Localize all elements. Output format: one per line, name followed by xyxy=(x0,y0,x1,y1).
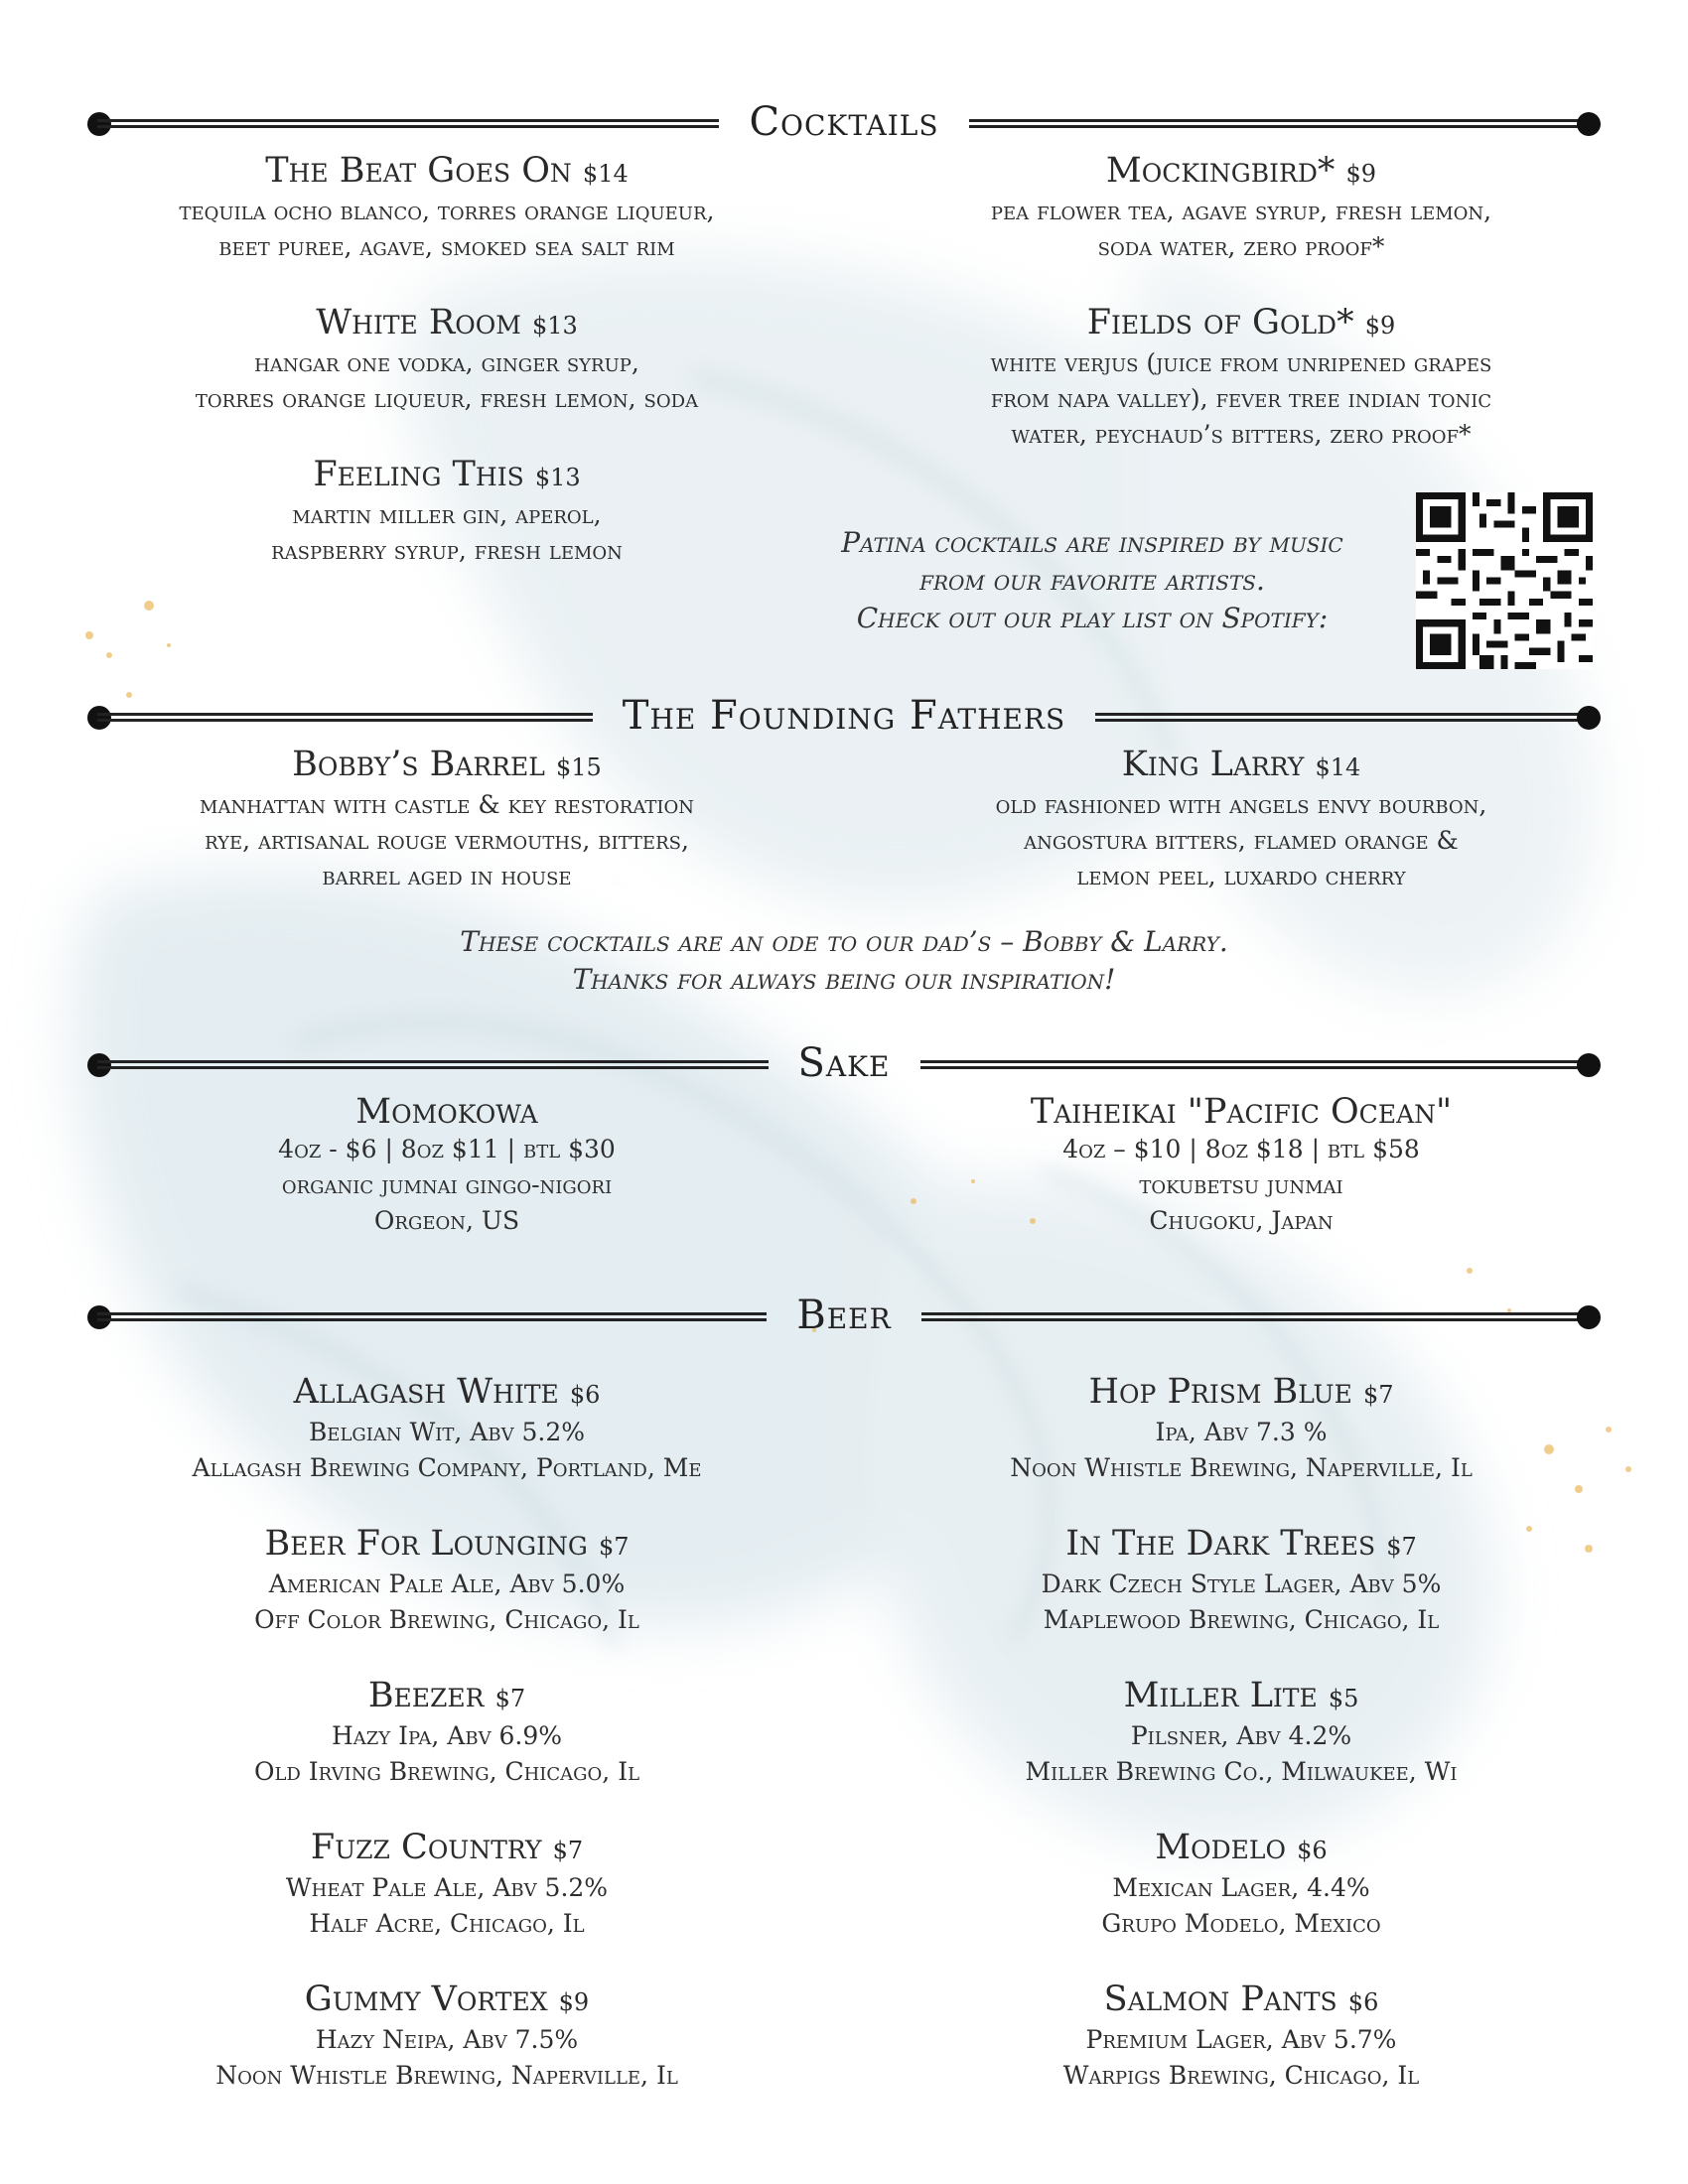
item-name: The Beat Goes On xyxy=(265,151,572,191)
item-desc: water, peychaud’s bitters, zero proof* xyxy=(1011,420,1472,449)
item-price: $9 xyxy=(558,1988,590,2016)
item-desc: torres orange liqueur, fresh lemon, soda xyxy=(195,384,699,413)
item-desc: raspberry syrup, fresh lemon xyxy=(271,536,623,565)
item-desc: 4oz – $10 | 8oz $18 | btl $58 xyxy=(1062,1135,1420,1163)
item-desc: Allagash Brewing Company, Portland, Me xyxy=(192,1453,702,1482)
item-price: $15 xyxy=(556,753,602,781)
item-desc: Miller Brewing Co., Milwaukee, Wi xyxy=(1025,1757,1458,1786)
menu-item xyxy=(79,1092,814,1239)
item-price: $7 xyxy=(1386,1533,1417,1561)
cocktails-divider xyxy=(87,99,1601,147)
divider-title-text: Sake xyxy=(797,1040,891,1086)
item-name: Beer For Lounging xyxy=(264,1524,588,1564)
item-price: $6 xyxy=(569,1381,601,1409)
item-desc: Belgian Wit, Abv 5.2% xyxy=(308,1418,586,1446)
item-name: Gummy Vortex xyxy=(304,1979,548,2019)
founding-fathers-divider xyxy=(87,693,1601,741)
note-line: Patina cocktails are inspired by music xyxy=(841,526,1343,559)
item-price: $7 xyxy=(598,1533,630,1561)
item-name: Fields of Gold* xyxy=(1086,303,1354,342)
menu-item xyxy=(874,1676,1609,1790)
divider-line xyxy=(969,119,1591,128)
item-desc: lemon peel, luxardo cherry xyxy=(1076,862,1406,890)
cocktails-right-column xyxy=(874,151,1609,490)
item-name: Salmon Pants xyxy=(1103,1979,1337,2019)
item-name: Beezer xyxy=(367,1676,485,1715)
menu-item xyxy=(79,1524,814,1638)
divider-dot xyxy=(1577,706,1601,730)
item-desc: organic jumnai gingo-nigori xyxy=(281,1170,613,1199)
note-line: These cocktails are an ode to our dad’s – Bobby & Larry. xyxy=(460,925,1228,958)
item-name: Mockingbird* xyxy=(1105,151,1336,191)
menu-item xyxy=(874,745,1609,894)
divider-line xyxy=(921,1312,1591,1321)
menu-item xyxy=(874,1524,1609,1638)
item-desc: Hazy Neipa, Abv 7.5% xyxy=(315,2025,579,2054)
item-desc: Wheat Pale Ale, Abv 5.2% xyxy=(285,1873,609,1902)
menu-item xyxy=(874,303,1609,453)
item-desc: Noon Whistle Brewing, Naperville, Il xyxy=(215,2061,678,2090)
divider-line xyxy=(920,1060,1592,1069)
qr-code[interactable] xyxy=(1416,492,1593,669)
menu-item xyxy=(79,151,814,265)
divider-dot xyxy=(1577,1053,1601,1077)
item-desc: angostura bitters, flamed orange & xyxy=(1024,826,1459,855)
item-desc: Noon Whistle Brewing, Naperville, Il xyxy=(1010,1453,1473,1482)
item-desc: barrel aged in house xyxy=(322,862,572,890)
item-desc: manhattan with castle & key restoration xyxy=(200,790,694,819)
item-desc: Hazy Ipa, Abv 6.9% xyxy=(331,1721,563,1750)
item-desc: Half Acre, Chicago, Il xyxy=(309,1909,585,1938)
item-name: Momokowa xyxy=(355,1092,538,1132)
founding-right-column xyxy=(874,745,1609,932)
item-desc: Chugoku, Japan xyxy=(1149,1206,1334,1235)
item-desc: Pilsner, Abv 4.2% xyxy=(1130,1721,1352,1750)
item-price: $13 xyxy=(531,312,578,340)
item-desc: Maplewood Brewing, Chicago, Il xyxy=(1043,1605,1440,1634)
sake-divider xyxy=(87,1040,1601,1088)
menu-item xyxy=(79,1372,814,1486)
menu-item xyxy=(874,1979,1609,2094)
item-desc: soda water, zero proof* xyxy=(1097,232,1385,261)
item-desc: American Pale Ale, Abv 5.0% xyxy=(268,1570,626,1598)
item-name: Modelo xyxy=(1155,1828,1287,1867)
menu-item xyxy=(874,1828,1609,1942)
item-desc: rye, artisanal rouge vermouths, bitters, xyxy=(205,826,689,855)
item-desc: white verjus (juice from unripened grapes xyxy=(990,348,1492,377)
note-line: Thanks for always being our inspiration! xyxy=(572,963,1116,996)
item-price: $7 xyxy=(494,1685,526,1712)
item-desc: hangar one vodka, ginger syrup, xyxy=(254,348,639,377)
item-name: Taiheikai "Pacific Ocean" xyxy=(1030,1092,1453,1132)
divider-title-text: Cocktails xyxy=(749,99,939,145)
item-price: $7 xyxy=(552,1837,584,1864)
menu-item xyxy=(874,1372,1609,1486)
item-desc: Warpigs Brewing, Chicago, Il xyxy=(1062,2061,1420,2090)
item-desc: from napa valley), fever tree indian tonic xyxy=(990,384,1492,413)
item-desc: Off Color Brewing, Chicago, Il xyxy=(254,1605,639,1634)
beer-divider xyxy=(87,1293,1601,1340)
menu-item xyxy=(79,1828,814,1942)
founding-left-column xyxy=(79,745,814,932)
item-name: Feeling This xyxy=(313,455,524,494)
note-line: Check out our play list on Spotify: xyxy=(856,602,1329,634)
menu-item xyxy=(874,151,1609,265)
beer-right-column xyxy=(874,1372,1609,2131)
divider-title-text: The Founding Fathers xyxy=(622,693,1066,739)
item-name: King Larry xyxy=(1121,745,1305,784)
divider-dot xyxy=(1577,1305,1601,1329)
item-desc: Old Irving Brewing, Chicago, Il xyxy=(253,1757,640,1786)
item-price: $14 xyxy=(1315,753,1361,781)
divider-line xyxy=(1095,713,1591,722)
menu-item xyxy=(79,745,814,894)
item-price: $13 xyxy=(534,464,581,491)
menu-item xyxy=(79,303,814,417)
item-name: Miller Lite xyxy=(1123,1676,1318,1715)
menu-item xyxy=(79,455,814,569)
menu-item xyxy=(874,1092,1609,1239)
cocktails-left-column xyxy=(79,151,814,607)
spotify-note xyxy=(774,524,1410,637)
item-name: Hop Prism Blue xyxy=(1088,1372,1352,1412)
item-desc: martin miller gin, aperol, xyxy=(292,500,602,529)
menu-item xyxy=(79,1979,814,2094)
item-desc: Ipa, Abv 7.3 % xyxy=(1155,1418,1328,1446)
item-desc: old fashioned with angels envy bourbon, xyxy=(995,790,1487,819)
item-price: $6 xyxy=(1347,1988,1379,2016)
note-line: from our favorite artists. xyxy=(919,564,1265,597)
beer-left-column xyxy=(79,1372,814,2131)
item-desc: Premium Lager, Abv 5.7% xyxy=(1085,2025,1397,2054)
founding-note xyxy=(298,923,1390,999)
item-desc: beet puree, agave, smoked sea salt rim xyxy=(218,232,675,261)
sake-right-column xyxy=(874,1092,1609,1277)
divider-title-text: Beer xyxy=(796,1293,892,1338)
sake-left-column xyxy=(79,1092,814,1277)
item-price: $9 xyxy=(1364,312,1396,340)
item-desc: Dark Czech Style Lager, Abv 5% xyxy=(1041,1570,1442,1598)
item-name: Allagash White xyxy=(293,1372,559,1412)
item-price: $5 xyxy=(1328,1685,1359,1712)
item-desc: Orgeon, US xyxy=(373,1206,520,1235)
item-name: Fuzz Country xyxy=(310,1828,542,1867)
item-name: In The Dark Trees xyxy=(1065,1524,1376,1564)
item-desc: Mexican Lager, 4.4% xyxy=(1112,1873,1370,1902)
divider-dot xyxy=(1577,112,1601,136)
item-desc: tequila ocho blanco, torres orange liqueur, xyxy=(179,197,715,225)
item-price: $9 xyxy=(1345,160,1377,188)
item-name: White Room xyxy=(316,303,521,342)
item-price: $14 xyxy=(582,160,629,188)
item-desc: tokubetsu junmai xyxy=(1139,1170,1343,1199)
item-name: Bobby’s Barrel xyxy=(292,745,545,784)
item-desc: pea flower tea, agave syrup, fresh lemon, xyxy=(990,197,1492,225)
menu-item xyxy=(79,1676,814,1790)
item-desc: Grupo Modelo, Mexico xyxy=(1101,1909,1381,1938)
item-price: $7 xyxy=(1362,1381,1394,1409)
item-desc: 4oz - $6 | 8oz $11 | btl $30 xyxy=(278,1135,616,1163)
item-price: $6 xyxy=(1297,1837,1328,1864)
